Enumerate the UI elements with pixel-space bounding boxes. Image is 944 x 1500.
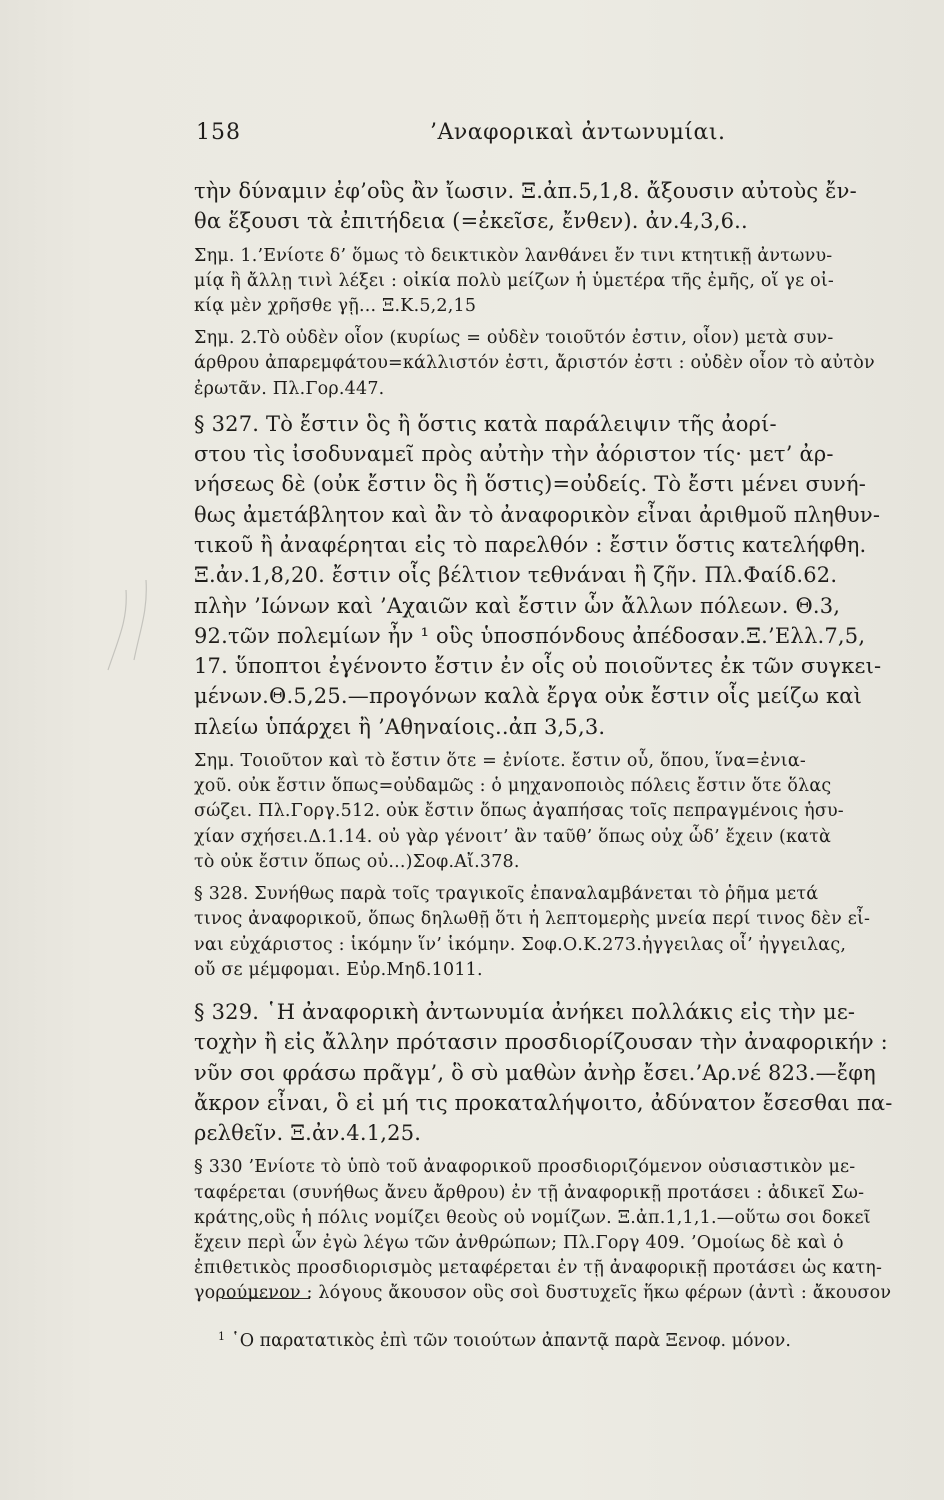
text-line: μίᾳ ἢ ἄλλῃ τινὶ λέξει : οἰκία πολὺ μείζων ἡ ὑμετέρα τῆς ἐμῆς, οἵ γε οἰ- [194, 270, 835, 291]
text-line: § 329. ῾Η ἀναφορικὴ ἀντωνυμία ἀνήκει πολλάκις εἰς τὴν με- [194, 999, 856, 1024]
text-line: νῦν σοι φράσω πρᾶγμ’, ὃ σὺ μαθὼν ἀνὴρ ἔσει.’Αρ.νέ 823.—ἔφη [194, 1060, 876, 1085]
text-line: πλὴν ’Ιώνων καὶ ’Αχαιῶν καὶ ἔστιν ὧν ἄλλων πόλεων. Θ.3, [194, 593, 841, 618]
text-line: γορούμενον : λόγους ἄκουσον οὓς σοὶ δυστυχεῖς ἥκω φέρων (ἀντὶ : ἄκουσον [194, 1283, 892, 1304]
text-line: ἐπιθετικὸς προσδιορισμὸς μεταφέρεται ἐν τῇ ἀναφορικῇ προτάσει ὡς κατη- [194, 1258, 883, 1279]
text-line: ἐρωτᾶν. Πλ.Γορ.447. [194, 378, 385, 399]
text-line: Ξ.ἀν.1,8,20. ἔστιν οἷς βέλτιον τεθνάναι ἢ ζῆν. Πλ.Φαίδ.62. [194, 563, 838, 588]
text-line: νήσεως δὲ (οὐκ ἔστιν ὃς ἢ ὅστις)=οὐδείς. Τὸ ἔστι μένει συνή- [194, 472, 867, 497]
text-line: 92.τῶν πολεμίων ἦν ¹ οὓς ὑποσπόνδους ἀπέδοσαν.Ξ.’Ελλ.7,5, [194, 623, 866, 648]
text-line: μένων.Θ.5,25.—προγόνων καλὰ ἔργα οὐκ ἔστιν οἷς μείζω καὶ [194, 684, 863, 709]
pencil-annotation-mark [98, 560, 158, 680]
text-line: Σημ. 2.Τὸ οὐδὲν οἷον (κυρίως = οὐδὲν τοιοῦτόν ἐστιν, οἷον) μετὰ συν- [194, 328, 834, 349]
text-line: ἄκρον εἶναι, ὃ εἰ μή τις προκαταλήψοιτο, ἀδύνατον ἔσεσθαι πα- [194, 1090, 893, 1115]
text-line: τὴν δύναμιν ἐφ’οὓς ἂν ἴωσιν. Ξ.ἀπ.5,1,8. ἄξουσιν αὐτοὺς ἔν- [194, 179, 857, 203]
text-line: ἔχειν περὶ ὧν ἐγὼ λέγω τῶν ἀνθρώπων; Πλ.Γοργ 409. ’Ομοίως δὲ καὶ ὁ [194, 1233, 844, 1253]
text-line: στου τὶς ἰσοδυναμεῖ πρὸς αὐτὴν τὴν ἀόριστον τίς· μετ’ ἀρ- [194, 442, 834, 467]
page-number: 158 [196, 120, 241, 145]
text-line: τὸ οὐκ ἔστιν ὅπως οὐ...)Σοφ.Αἴ.378. [194, 851, 520, 872]
footnote-marker: 1 [218, 1330, 225, 1343]
text-line: τινος ἀναφορικοῦ, ὅπως δηλωθῇ ὅτι ἡ λεπτομερὴς μνεία περί τινος δὲν εἶ- [194, 909, 871, 930]
text-line: σώζει. Πλ.Γοργ.512. οὐκ ἔστιν ὅπως ἀγαπήσας τοῖς πεπραγμένοις ἡσυ- [194, 801, 844, 822]
footnote-rule [222, 1298, 310, 1299]
text-line: τικοῦ ἢ ἀναφέρηται εἰς τὸ παρελθόν : ἔστιν ὅστις κατελήφθη. [194, 533, 867, 557]
text-line: χίαν σχήσει.Δ.1.14. οὐ γὰρ γένοιτ’ ἂν ταῦθ’ ὅπως οὐχ ὧδ’ ἔχειν (κατὰ [194, 826, 832, 847]
text-line: ναι εὐχάριστος : ἱκόμην ἵν’ ἱκόμην. Σοφ.Ο.Κ.273.ἠγγειλας οἷ’ ἠγγειλας, [194, 934, 847, 955]
footnote-text: ῾Ο παρατατικὸς ἐπὶ τῶν τοιούτων ἀπαντᾷ παρὰ Ξενοφ. μόνον. [231, 1331, 791, 1351]
text-line: πλείω ὑπάρχει ἢ ’Αθηναίοις..ἀπ 3,5,3. [194, 714, 606, 739]
text-line: § 327. Τὸ ἔστιν ὃς ἢ ὅστις κατὰ παράλειψιν τῆς ἀορί- [194, 411, 777, 436]
running-head: ’Αναφορικαὶ ἀντωνυμίαι. [430, 120, 726, 145]
text-line: § 330 ’Ενίοτε τὸ ὑπὸ τοῦ ἀναφορικοῦ προσδιοριζόμενον οὐσιαστικὸν με- [194, 1157, 856, 1178]
text-line: θα ἕξουσι τὰ ἐπιτήδεια (=ἐκεῖσε, ἔνθεν). ἀν.4,3,6.. [194, 209, 748, 234]
text-line: Σημ. 1.’Ενίοτε δ’ ὅμως τὸ δεικτικὸν λανθάνει ἔν τινι κτητικῇ ἀντωνυ- [194, 245, 833, 266]
text-line: ρελθεῖν. Ξ.ἀν.4.1,25. [194, 1121, 422, 1146]
text-line: θως ἀμετάβλητον καὶ ἂν τὸ ἀναφορικὸν εἶναι ἀριθμοῦ πληθυν- [194, 502, 881, 527]
text-line: § 328. Συνήθως παρὰ τοῖς τραγικοῖς ἐπαναλαμβάνεται τὸ ῥῆμα μετά [194, 884, 819, 905]
text-line: χοῦ. οὐκ ἔστιν ὅπως=οὐδαμῶς : ὁ μηχανοποιὸς πόλεις ἔστιν ὅτε ὅλας [194, 776, 832, 797]
page-header [196, 120, 756, 152]
body-text [194, 176, 893, 1307]
text-line: Σημ. Τοιοῦτον καὶ τὸ ἔστιν ὅτε = ἐνίοτε. ἔστιν οὗ, ὅπου, ἵνα=ἐνια- [194, 751, 806, 772]
text-line: τοχὴν ἢ εἰς ἄλλην πρότασιν προσδιορίζουσαν τὴν ἀναφορικήν : [194, 1030, 888, 1055]
text-line: άρθρου ἀπαρεμφάτου=κάλλιστόν ἐστι, ἄριστόν ἐστι : οὐδὲν οἷον τὸ αὐτὸν [194, 353, 875, 374]
text-line: κίᾳ μὲν χρῆσθε γῇ... Ξ.Κ.5,2,15 [194, 296, 477, 316]
footnote [218, 1330, 791, 1351]
text-line: οὔ σε μέμφομαι. Εὐρ.Μηδ.1011. [194, 959, 483, 980]
text-line: 17. ὕποπτοι ἐγένοντο ἔστιν ἐν οἷς οὐ ποιοῦντες ἐκ τῶν συγκει- [194, 654, 882, 679]
text-line: ταφέρεται (συνήθως ἄνευ ἄρθρου) ἐν τῇ ἀναφορικῇ προτάσει : ἀδικεῖ Σω- [194, 1182, 865, 1203]
text-line: κράτης,οὓς ἡ πόλις νομίζει θεοὺς οὐ νομίζων. Ξ.ἀπ.1,1,1.—οὕτω σοι δοκεῖ [194, 1207, 871, 1228]
